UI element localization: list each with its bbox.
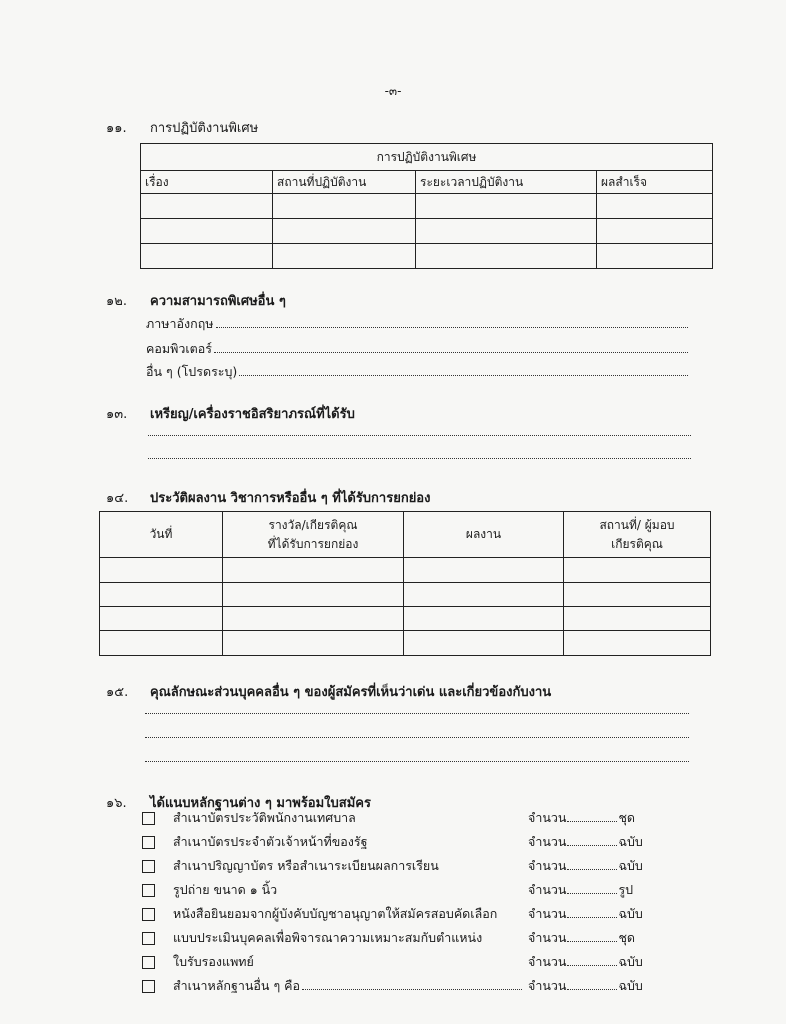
checkbox[interactable] <box>142 884 155 897</box>
table-cell[interactable] <box>223 583 404 607</box>
table-cell[interactable] <box>597 244 713 269</box>
qty-field[interactable]: จำนวน ฉบับ <box>528 906 643 921</box>
field-label: อื่น ๆ (โปรดระบุ) <box>146 364 238 379</box>
item-label: สำเนาปริญญาบัตร หรือสำเนาระเบียนผลการเรียน <box>173 858 439 873</box>
section-title: ประวัติผลงาน วิชาการหรืออื่น ๆ ที่ได้รับการยกย่อง <box>150 491 431 506</box>
column-header: ผลสำเร็จ <box>597 171 713 194</box>
section-title: ได้แนบหลักฐานต่าง ๆ มาพร้อมใบสมัคร <box>150 796 371 811</box>
table-cell[interactable] <box>141 219 273 244</box>
list-item <box>142 854 682 878</box>
section-number: ๑๕. <box>106 685 129 700</box>
table-cell[interactable] <box>141 244 273 269</box>
table-cell[interactable] <box>223 631 404 656</box>
table-cell[interactable] <box>564 631 711 656</box>
english-field[interactable] <box>146 314 688 334</box>
checkbox[interactable] <box>142 860 155 873</box>
page-number: -๓- <box>384 84 402 98</box>
checkbox[interactable] <box>142 812 155 825</box>
section-title: ความสามารถพิเศษอื่น ๆ <box>150 294 286 309</box>
table-caption: การปฏิบัติงานพิเศษ <box>141 144 713 171</box>
characteristics-line[interactable] <box>145 712 689 714</box>
checkbox[interactable] <box>142 980 155 993</box>
table-cell[interactable] <box>564 607 711 631</box>
qty-field[interactable]: จำนวน ฉบับ <box>528 834 643 849</box>
qty-field[interactable]: จำนวน ฉบับ <box>528 954 643 969</box>
table-cell[interactable] <box>564 558 711 583</box>
item-label: หนังสือยินยอมจากผู้บังคับบัญชาอนุญาตให้สมัครสอบคัดเลือก <box>173 906 498 921</box>
section-15-heading <box>106 681 551 702</box>
computer-field[interactable] <box>146 339 688 359</box>
checkbox[interactable] <box>142 932 155 945</box>
section-number: ๑๓. <box>106 407 128 422</box>
table-row <box>100 583 711 607</box>
achievements-table <box>99 511 711 656</box>
column-header: สถานที่/ ผู้มอบ เกียรติคุณ <box>564 512 711 558</box>
section-number: ๑๖. <box>106 796 127 811</box>
column-header: รางวัล/เกียรติคุณ ที่ได้รับการยกย่อง <box>223 512 404 558</box>
table-cell[interactable] <box>141 194 273 219</box>
table-row <box>141 244 713 269</box>
qty-field[interactable]: จำนวน ฉบับ <box>528 978 643 993</box>
section-11-heading <box>106 117 258 138</box>
section-title: คุณลักษณะส่วนบุคคลอื่น ๆ ของผู้สมัครที่เห็นว่าเด่น และเกี่ยวข้องกับงาน <box>150 685 552 700</box>
table-cell[interactable] <box>100 631 223 656</box>
checkbox[interactable] <box>142 836 155 849</box>
awards-line[interactable] <box>148 434 691 436</box>
characteristics-line[interactable] <box>145 760 689 762</box>
table-row <box>100 607 711 631</box>
table-cell[interactable] <box>416 219 597 244</box>
item-label: สำเนาบัตรประวัติพนักงานเทศบาล <box>173 810 356 825</box>
table-cell[interactable] <box>404 607 564 631</box>
table-cell[interactable] <box>100 558 223 583</box>
field-label: คอมพิวเตอร์ <box>146 341 212 356</box>
characteristics-line[interactable] <box>145 736 689 738</box>
section-12-heading <box>106 290 286 311</box>
table-cell[interactable] <box>564 583 711 607</box>
table-row <box>100 631 711 656</box>
qty-field[interactable]: จำนวน รูป <box>528 882 634 897</box>
item-label: แบบประเมินบุคคลเพื่อพิจารณาความเหมาะสมกับตำแหน่ง <box>173 930 483 945</box>
table-cell[interactable] <box>273 244 416 269</box>
column-header: วันที่ <box>100 512 223 558</box>
table-cell[interactable] <box>416 244 597 269</box>
table-cell[interactable] <box>416 194 597 219</box>
item-label: ใบรับรองแพทย์ <box>173 954 254 969</box>
column-header: ผลงาน <box>404 512 564 558</box>
list-item <box>142 830 682 854</box>
section-title: การปฏิบัติงานพิเศษ <box>150 121 259 136</box>
section-number: ๑๑. <box>106 121 127 136</box>
list-item <box>142 902 682 926</box>
table-cell[interactable] <box>223 607 404 631</box>
special-work-table <box>140 143 713 269</box>
item-label: สำเนาบัตรประจำตัวเจ้าหน้าที่ของรัฐ <box>173 834 368 849</box>
qty-field[interactable]: จำนวน ฉบับ <box>528 858 643 873</box>
table-cell[interactable] <box>404 583 564 607</box>
other-skills-field[interactable] <box>146 362 688 382</box>
table-cell[interactable] <box>273 219 416 244</box>
checkbox[interactable] <box>142 956 155 969</box>
column-header: สถานที่ปฏิบัติงาน <box>273 171 416 194</box>
list-item <box>142 926 682 950</box>
list-item <box>142 974 682 998</box>
table-cell[interactable] <box>273 194 416 219</box>
qty-field[interactable]: จำนวน ชุด <box>528 810 636 825</box>
table-row <box>100 558 711 583</box>
table-cell[interactable] <box>404 558 564 583</box>
table-cell[interactable] <box>597 219 713 244</box>
section-title: เหรียญ/เครื่องราชอิสริยาภรณ์ที่ได้รับ <box>150 407 355 422</box>
list-item <box>142 878 682 902</box>
table-cell[interactable] <box>223 558 404 583</box>
column-header: เรื่อง <box>141 171 273 194</box>
column-header: ระยะเวลาปฏิบัติงาน <box>416 171 597 194</box>
table-cell[interactable] <box>404 631 564 656</box>
item-label: รูปถ่าย ขนาด ๑ นิ้ว <box>173 882 278 897</box>
field-label: ภาษาอังกฤษ <box>146 316 214 331</box>
list-item <box>142 806 682 830</box>
table-cell[interactable] <box>100 607 223 631</box>
section-number: ๑๔. <box>106 491 129 506</box>
attachments-list <box>142 806 682 998</box>
section-14-heading <box>106 487 430 508</box>
qty-field[interactable]: จำนวน ชุด <box>528 930 636 945</box>
checkbox[interactable] <box>142 908 155 921</box>
item-label[interactable]: สำเนาหลักฐานอื่น ๆ คือ <box>173 976 528 996</box>
table-row <box>141 194 713 219</box>
section-13-heading <box>106 403 355 424</box>
awards-line[interactable] <box>148 457 691 459</box>
table-row <box>141 219 713 244</box>
table-cell[interactable] <box>597 194 713 219</box>
list-item <box>142 950 682 974</box>
section-number: ๑๒. <box>106 294 127 309</box>
table-cell[interactable] <box>100 583 223 607</box>
